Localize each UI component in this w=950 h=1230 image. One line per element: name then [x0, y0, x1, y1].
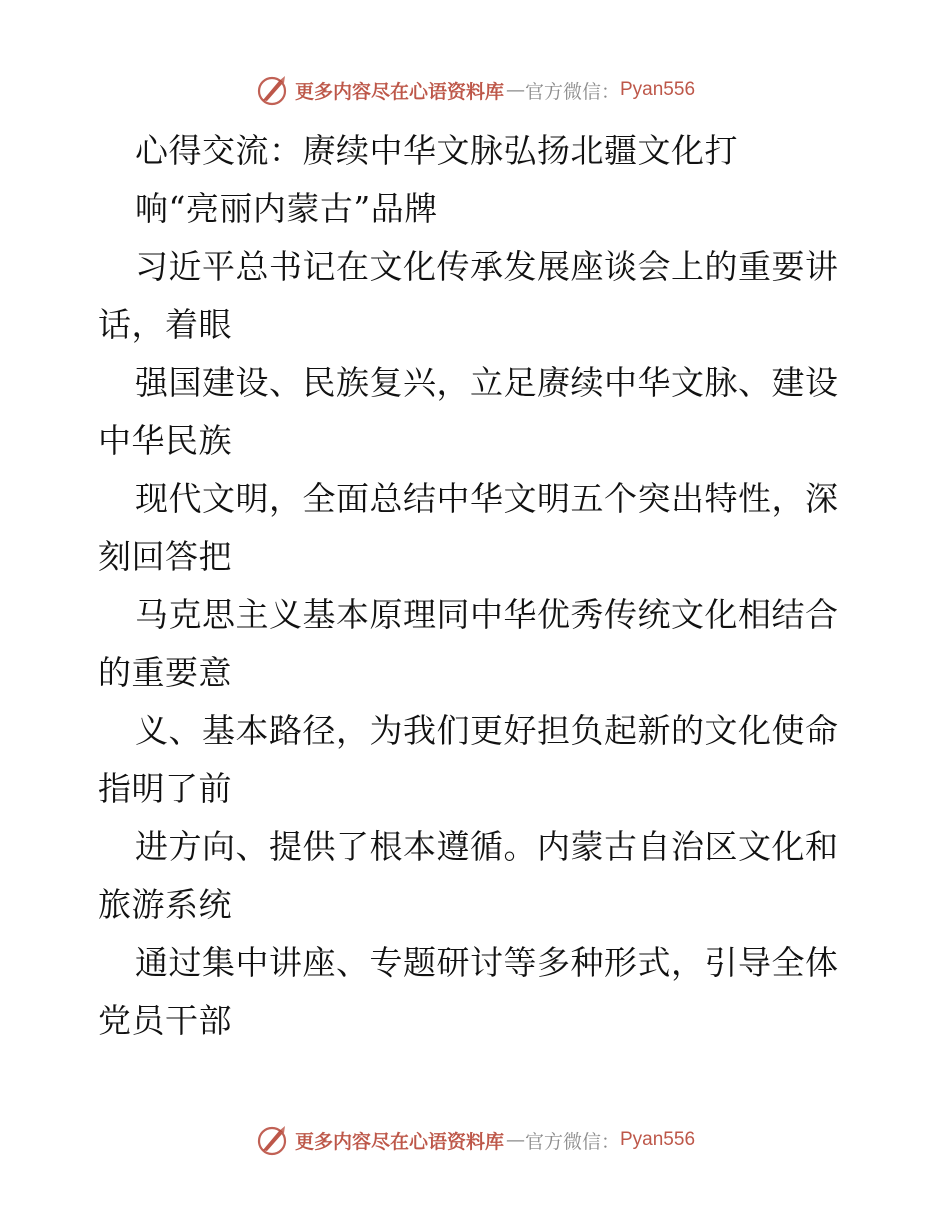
document-title-line: 心得交流：赓续中华文脉弘扬北疆文化打	[135, 131, 738, 170]
watermark-text: 更多内容尽在心语资料库	[294, 1130, 504, 1153]
wechat-id: Pyan556	[620, 1129, 696, 1150]
body-line: 中华民族	[98, 421, 232, 460]
document-body	[98, 122, 858, 1050]
quill-pen-icon	[255, 1123, 289, 1157]
document-title-line: 响“亮丽内蒙古”品牌	[135, 189, 438, 228]
watermark-separator: —	[505, 1129, 525, 1151]
body-line: 习近平总书记在文化传承发展座谈会上的重要讲	[135, 247, 839, 286]
body-line: 话，着眼	[98, 305, 232, 344]
quill-pen-icon	[255, 73, 289, 107]
wechat-label: 官方微信：	[524, 1130, 620, 1153]
body-line: 的重要意	[98, 653, 232, 692]
body-line: 义、基本路径，为我们更好担负起新的文化使命	[135, 711, 839, 750]
body-line: 通过集中讲座、专题研讨等多种形式，引导全体	[135, 943, 839, 982]
watermark-text: 更多内容尽在心语资料库	[294, 80, 504, 103]
watermark-separator: —	[505, 79, 525, 101]
body-line: 指明了前	[98, 769, 232, 808]
body-line: 马克思主义基本原理同中华优秀传统文化相结合	[135, 595, 839, 634]
header-watermark	[0, 70, 950, 110]
wechat-label: 官方微信：	[524, 80, 620, 103]
body-line: 强国建设、民族复兴，立足赓续中华文脉、建设	[135, 363, 839, 402]
footer-watermark	[0, 1120, 950, 1160]
wechat-id: Pyan556	[620, 79, 696, 100]
body-line: 现代文明，全面总结中华文明五个突出特性，深	[135, 479, 839, 518]
body-line: 旅游系统	[98, 885, 232, 924]
body-line: 刻回答把	[98, 537, 232, 576]
body-line: 党员干部	[98, 1001, 232, 1040]
body-line: 进方向、提供了根本遵循。内蒙古自治区文化和	[135, 827, 839, 866]
